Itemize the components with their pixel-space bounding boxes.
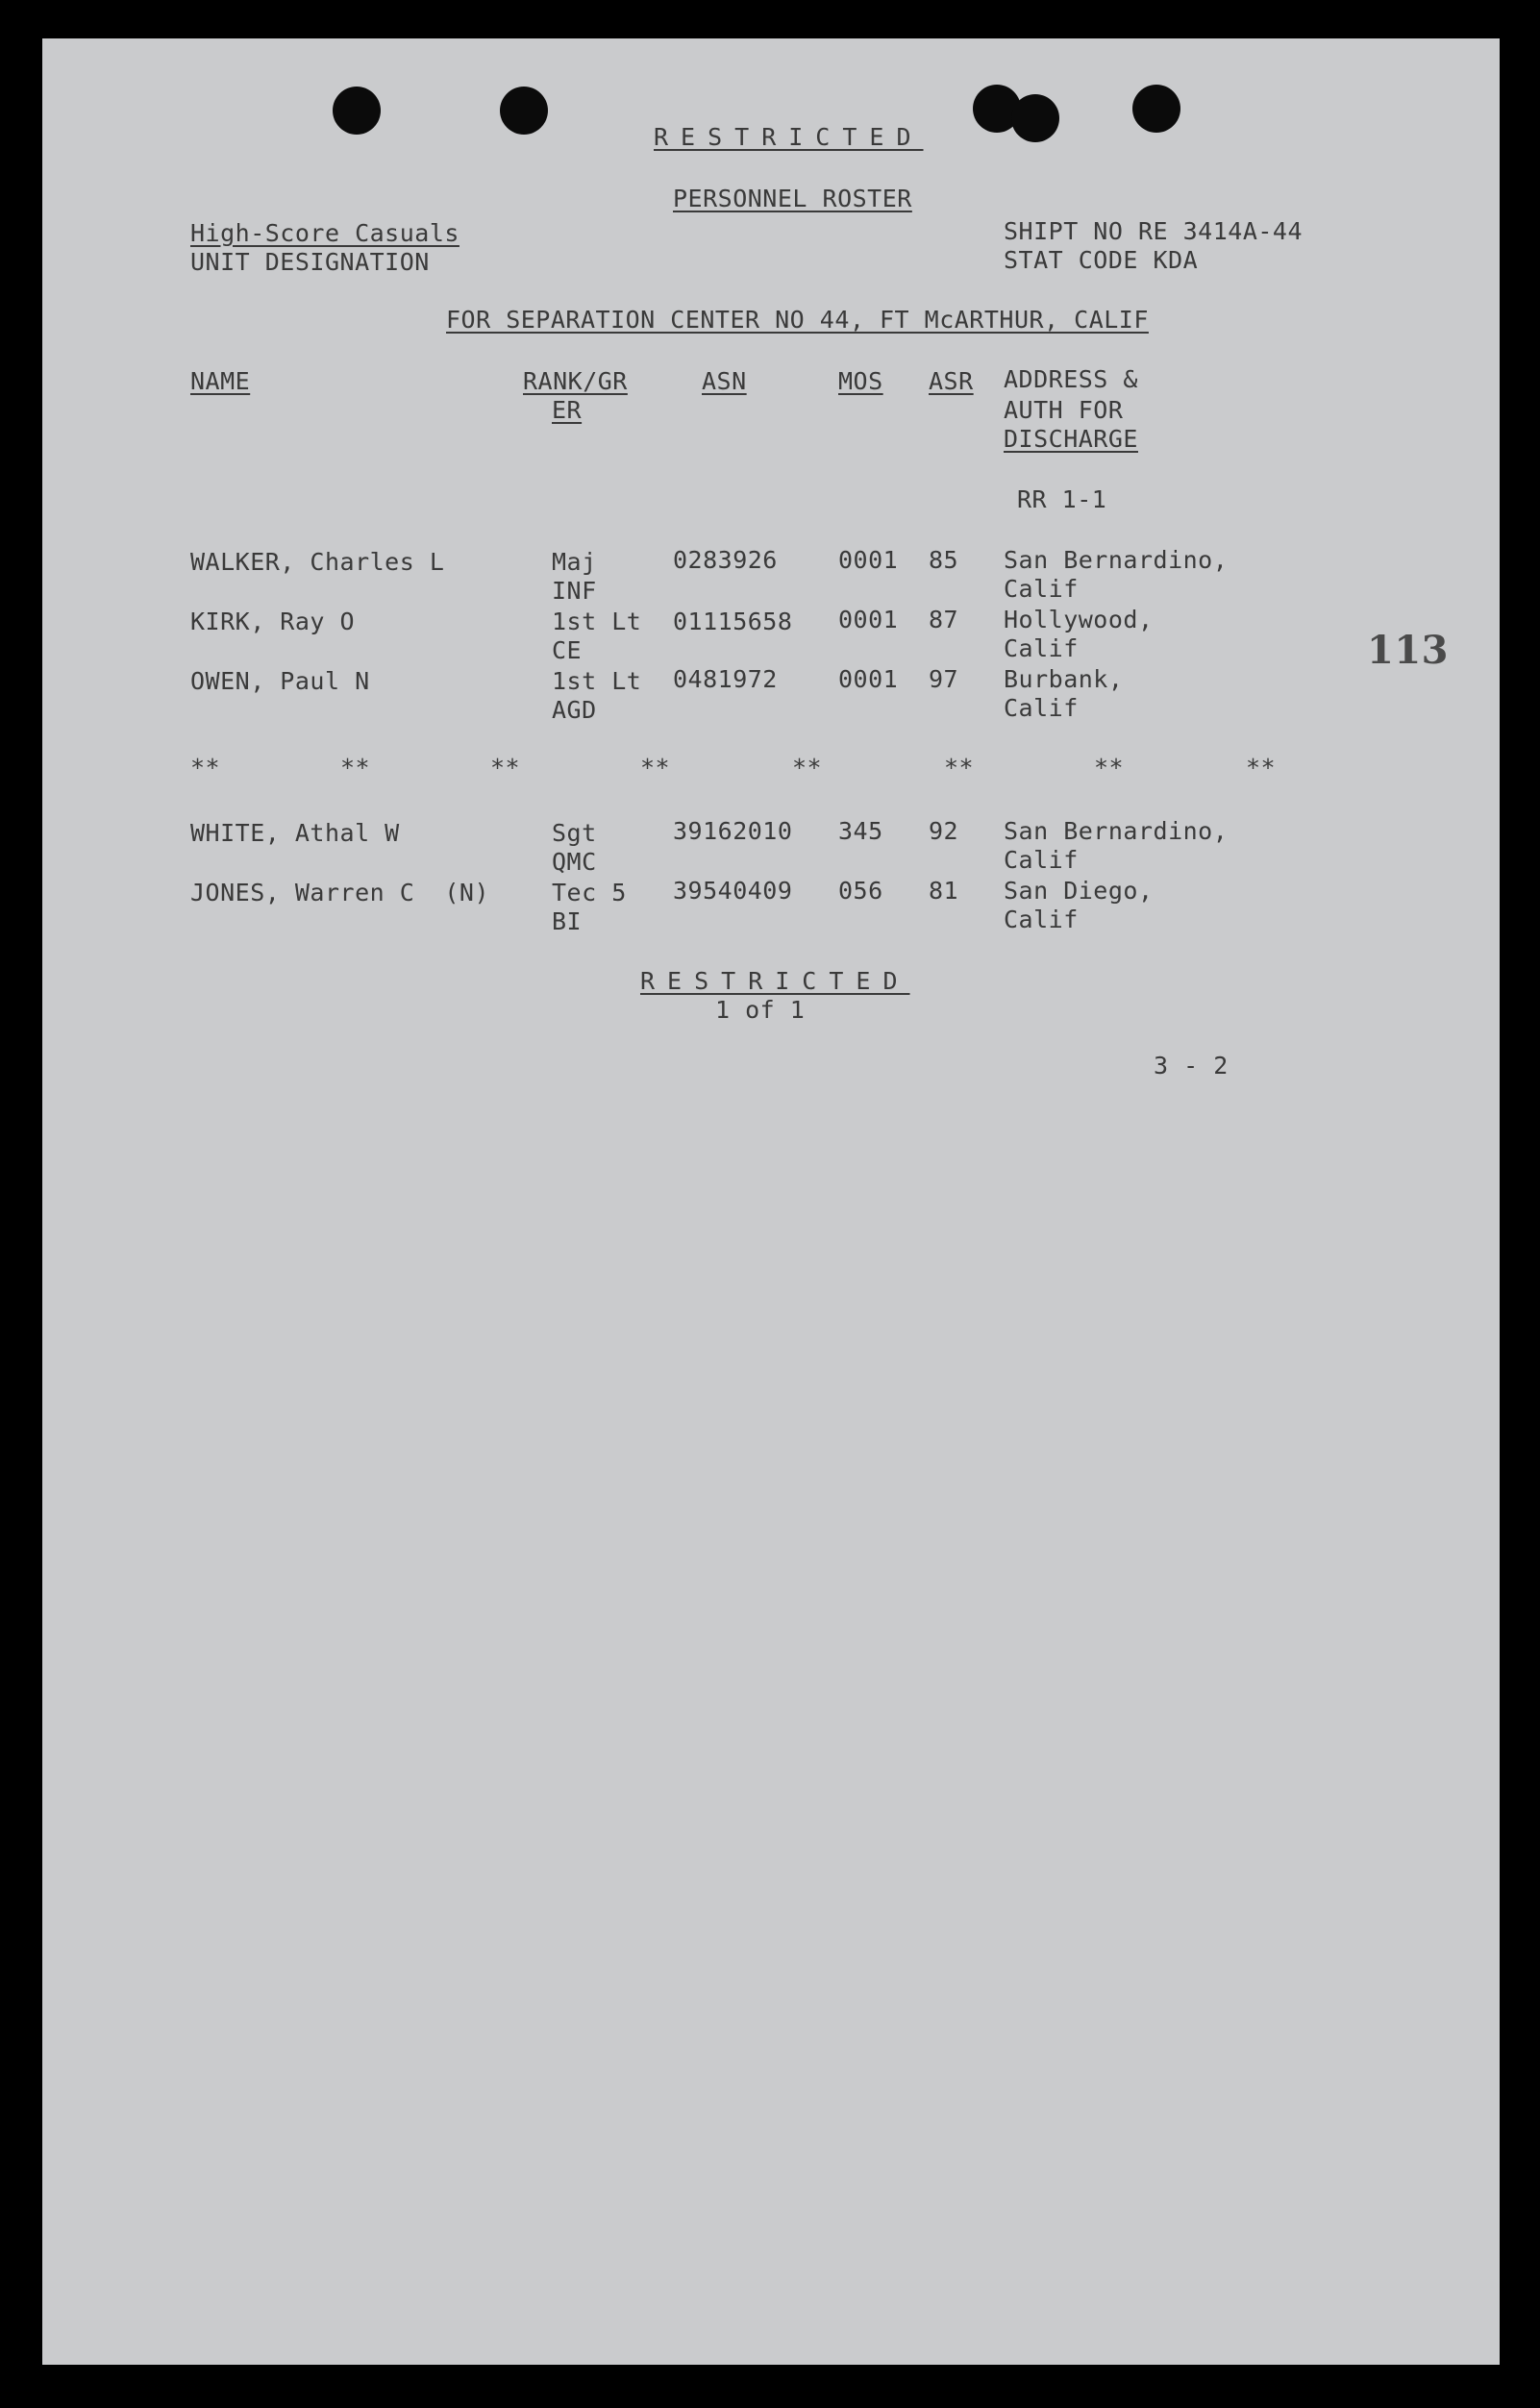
row-asn: 0481972 (673, 665, 778, 693)
restricted-header: RESTRICTED (654, 123, 924, 151)
separator: ** (340, 754, 371, 782)
row-rank: Tec 5 (552, 879, 627, 906)
row-asn: 39162010 (673, 817, 793, 845)
col-address-1: ADDRESS & (1004, 365, 1138, 393)
document-page (42, 38, 1500, 2365)
row-rank: 1st Lt (552, 608, 642, 635)
separator: ** (792, 754, 823, 782)
punch-hole (333, 87, 381, 135)
row-asr: 87 (929, 606, 959, 633)
stat-code: STAT CODE KDA (1004, 246, 1199, 274)
restricted-footer: RESTRICTED (640, 967, 910, 995)
authority: RR 1-1 (1017, 485, 1107, 513)
separator: ** (944, 754, 975, 782)
separator: ** (490, 754, 521, 782)
row-branch: QMC (552, 848, 597, 876)
separator: ** (640, 754, 671, 782)
row-mos: 0001 (838, 665, 899, 693)
row-city: Hollywood, (1004, 606, 1154, 633)
row-mos: 0001 (838, 606, 899, 633)
row-name: OWEN, Paul N (190, 667, 370, 695)
row-name: KIRK, Ray O (190, 608, 356, 635)
shipment-number: SHIPT NO RE 3414A-44 (1004, 217, 1304, 245)
row-state: Calif (1004, 846, 1079, 874)
punch-hole (1011, 94, 1059, 142)
col-address-3: DISCHARGE (1004, 425, 1138, 453)
unit-name: High-Score Casuals (190, 219, 460, 247)
row-asr: 92 (929, 817, 959, 845)
row-branch: CE (552, 636, 583, 664)
punch-hole (500, 87, 548, 135)
col-asn: ASN (702, 367, 747, 395)
row-mos: 056 (838, 877, 883, 905)
row-asr: 81 (929, 877, 959, 905)
row-asn: 39540409 (673, 877, 793, 905)
row-branch: AGD (552, 696, 597, 724)
punch-hole (1132, 85, 1180, 133)
row-rank: 1st Lt (552, 667, 642, 695)
row-state: Calif (1004, 694, 1079, 722)
col-name: NAME (190, 367, 251, 395)
row-asr: 97 (929, 665, 959, 693)
col-address-2: AUTH FOR (1004, 396, 1124, 424)
col-rank-1: RANK/GR (523, 367, 628, 395)
row-state: Calif (1004, 634, 1079, 662)
row-name: JONES, Warren C (N) (190, 879, 490, 906)
destination-line: FOR SEPARATION CENTER NO 44, FT McARTHUR, CALIF (446, 306, 1149, 334)
unit-label: UNIT DESIGNATION (190, 248, 430, 276)
roster-title: PERSONNEL ROSTER (673, 185, 912, 212)
separator: ** (1246, 754, 1277, 782)
row-branch: INF (552, 577, 597, 605)
margin-page-number: 113 (1367, 628, 1449, 673)
separator: ** (190, 754, 221, 782)
row-rank: Maj (552, 548, 597, 576)
row-state: Calif (1004, 575, 1079, 603)
row-name: WHITE, Athal W (190, 819, 400, 847)
row-asn: 01115658 (673, 608, 793, 635)
row-city: San Bernardino, (1004, 817, 1229, 845)
row-mos: 345 (838, 817, 883, 845)
row-mos: 0001 (838, 546, 899, 574)
row-name: WALKER, Charles L (190, 548, 445, 576)
col-rank-2: ER (552, 396, 583, 424)
col-mos: MOS (838, 367, 883, 395)
row-state: Calif (1004, 906, 1079, 933)
row-city: San Diego, (1004, 877, 1154, 905)
col-asr: ASR (929, 367, 974, 395)
separator: ** (1094, 754, 1125, 782)
document-number: 3 - 2 (1154, 1052, 1229, 1080)
row-city: San Bernardino, (1004, 546, 1229, 574)
row-asr: 85 (929, 546, 959, 574)
row-branch: BI (552, 907, 583, 935)
page-count: 1 of 1 (715, 996, 806, 1024)
row-asn: 0283926 (673, 546, 778, 574)
row-rank: Sgt (552, 819, 597, 847)
row-city: Burbank, (1004, 665, 1124, 693)
